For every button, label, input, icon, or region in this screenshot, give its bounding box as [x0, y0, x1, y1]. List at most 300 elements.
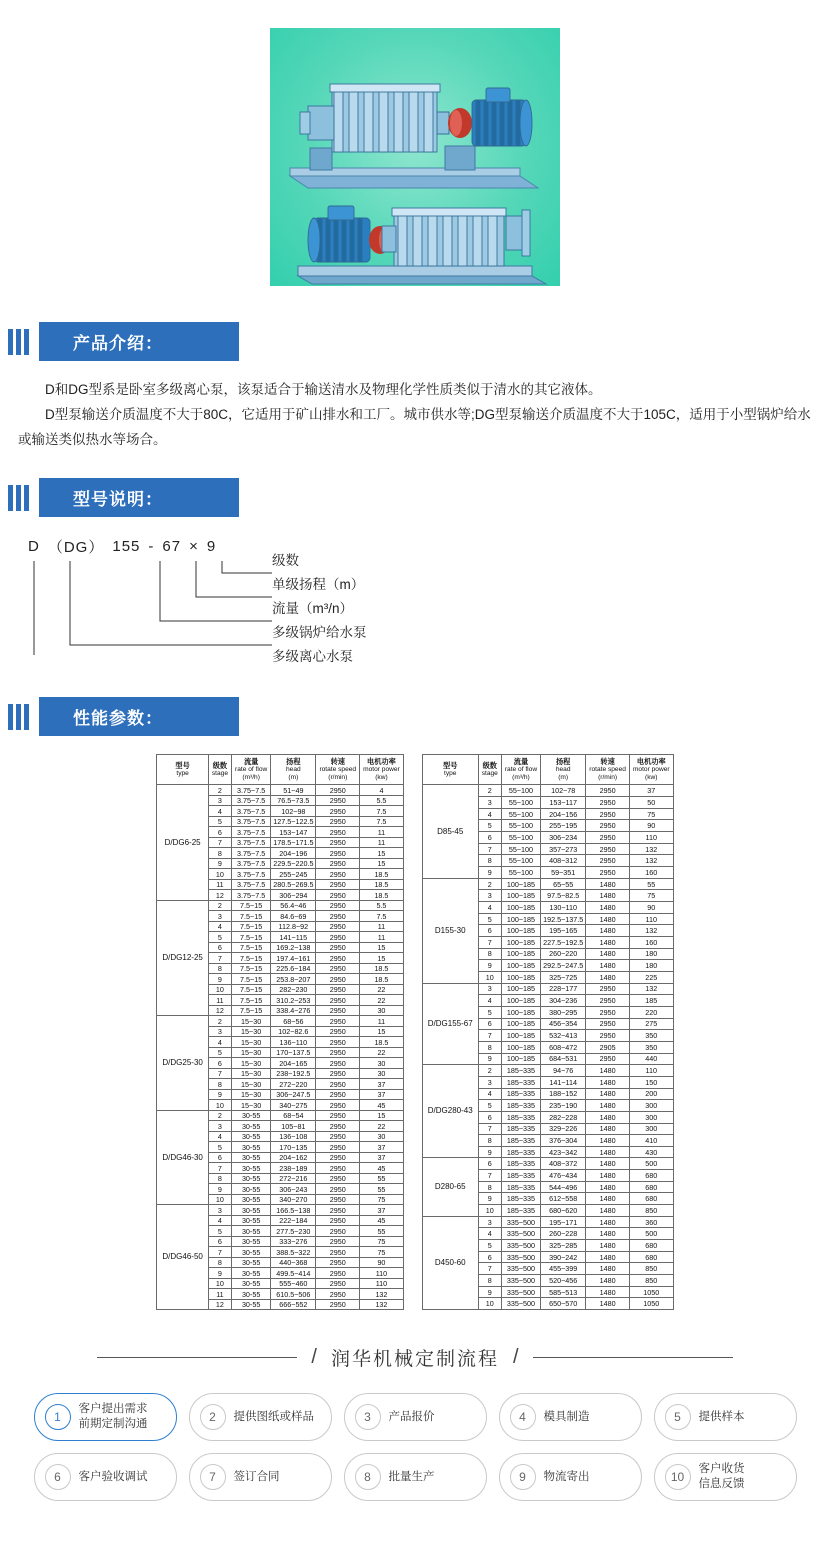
cell-speed: 2950 — [586, 843, 630, 855]
cell-head: 292.5~247.5 — [541, 960, 586, 972]
cell-speed: 2950 — [316, 1289, 360, 1300]
model-label-4: 多级离心水泵 — [272, 649, 353, 664]
cell-head: 170~137.5 — [271, 1047, 316, 1058]
flow-step-number: 4 — [510, 1404, 536, 1430]
cell-flow: 100~185 — [501, 983, 540, 995]
cell-power: 110 — [360, 1278, 404, 1289]
cell-head: 456~354 — [541, 1018, 586, 1030]
flow-step-6[interactable] — [34, 1453, 177, 1501]
cell-speed: 1480 — [586, 1123, 630, 1135]
cell-speed: 2950 — [316, 1037, 360, 1048]
cell-power: 18.5 — [360, 890, 404, 901]
hero-image-area — [0, 0, 830, 296]
cell-head: 260~228 — [541, 1228, 586, 1240]
cell-power: 55 — [360, 1184, 404, 1195]
cell-flow: 15~30 — [232, 1100, 271, 1111]
cell-stage: 5 — [208, 932, 231, 943]
cell-power: 220 — [629, 1006, 673, 1018]
cell-stage: 7 — [478, 937, 501, 949]
cell-flow: 335~500 — [501, 1251, 540, 1263]
flow-step-10[interactable] — [654, 1453, 797, 1501]
cell-speed: 2950 — [316, 1005, 360, 1016]
col-head-unit: (m) — [288, 774, 299, 782]
cell-speed: 2950 — [316, 1173, 360, 1184]
flow-step-2[interactable] — [189, 1393, 332, 1441]
cell-speed: 2950 — [586, 1030, 630, 1042]
model-code-diagram — [0, 535, 830, 664]
model-code-stage: 9 — [206, 537, 217, 555]
cell-stage: 9 — [478, 960, 501, 972]
flow-divider-left — [97, 1357, 297, 1358]
cell-head: 306~234 — [541, 832, 586, 844]
cell-model: D85-45 — [422, 785, 478, 878]
flow-step-4[interactable] — [499, 1393, 642, 1441]
cell-stage: 6 — [478, 1018, 501, 1030]
cell-head: 195~165 — [541, 925, 586, 937]
cell-flow: 30-55 — [232, 1131, 271, 1142]
flow-step-number: 3 — [355, 1404, 381, 1430]
cell-flow: 100~185 — [501, 971, 540, 983]
cell-head: 499.5~414 — [271, 1268, 316, 1279]
cell-head: 306~243 — [271, 1184, 316, 1195]
cell-head: 555~460 — [271, 1278, 316, 1289]
cell-head: 532~413 — [541, 1030, 586, 1042]
cell-flow: 3.75~7.5 — [232, 806, 271, 817]
col-flow-cn: 流量 — [513, 757, 529, 766]
model-label-list — [272, 549, 367, 669]
cell-power: 22 — [360, 984, 404, 995]
cell-stage: 7 — [478, 1123, 501, 1135]
cell-power: 7.5 — [360, 816, 404, 827]
cell-stage: 10 — [208, 1278, 231, 1289]
cell-speed: 2950 — [316, 1278, 360, 1289]
cell-flow: 3.75~7.5 — [232, 795, 271, 806]
col-head-cn: 扬程 — [555, 757, 571, 766]
cell-stage: 7 — [208, 1068, 231, 1079]
cell-power: 18.5 — [360, 879, 404, 890]
cell-flow: 185~335 — [501, 1100, 540, 1112]
cell-speed: 2950 — [316, 1226, 360, 1237]
cell-stage: 5 — [208, 1047, 231, 1058]
cell-stage: 9 — [208, 1268, 231, 1279]
cell-power: 37 — [629, 785, 673, 797]
table-row — [422, 785, 673, 797]
section-header-performance — [8, 697, 830, 736]
cell-stage: 9 — [208, 1089, 231, 1100]
cell-stage: 6 — [478, 832, 501, 844]
cell-stage: 9 — [478, 1053, 501, 1065]
cell-stage: 3 — [478, 890, 501, 902]
cell-speed: 1480 — [586, 925, 630, 937]
cell-power: 18.5 — [360, 869, 404, 880]
cell-flow: 7.5~15 — [232, 932, 271, 943]
col-speed — [316, 755, 360, 785]
cell-stage: 2 — [208, 1110, 231, 1121]
cell-power: 300 — [629, 1123, 673, 1135]
flow-step-label: 提供图纸或样品 — [233, 1410, 314, 1423]
cell-head: 272~220 — [271, 1079, 316, 1090]
flow-step-3[interactable] — [344, 1393, 487, 1441]
section-title-intro: 产品介绍： — [39, 322, 239, 361]
cell-flow: 55~100 — [501, 832, 540, 844]
cell-power: 37 — [360, 1205, 404, 1216]
cell-speed: 1480 — [586, 913, 630, 925]
cell-power: 7.5 — [360, 806, 404, 817]
cell-power: 110 — [360, 1268, 404, 1279]
cell-speed: 2950 — [316, 890, 360, 901]
performance-tables — [0, 754, 830, 1310]
col-type — [422, 755, 478, 785]
cell-model: D155-30 — [422, 878, 478, 983]
flow-step-number: 10 — [665, 1464, 691, 1490]
col-stage-cn: 级数 — [212, 761, 228, 771]
cell-head: 455~399 — [541, 1263, 586, 1275]
cell-stage: 7 — [478, 1170, 501, 1182]
section-bars-icon — [8, 329, 29, 355]
cell-model: D280-65 — [422, 1158, 478, 1216]
cell-stage: 6 — [208, 827, 231, 838]
cell-flow: 185~335 — [501, 1135, 540, 1147]
cell-speed: 2950 — [316, 795, 360, 806]
cell-stage: 10 — [478, 971, 501, 983]
cell-speed: 2950 — [316, 1026, 360, 1037]
flow-step-label: 签订合同 — [233, 1470, 280, 1483]
cell-flow: 185~335 — [501, 1193, 540, 1205]
cell-power: 15 — [360, 1026, 404, 1037]
cell-flow: 30-55 — [232, 1257, 271, 1268]
model-code-d: D — [28, 537, 40, 555]
cell-power: 90 — [629, 820, 673, 832]
table-row — [422, 878, 673, 890]
performance-table-right — [422, 754, 674, 1310]
cell-stage: 9 — [208, 1184, 231, 1195]
cell-head: 612~558 — [541, 1193, 586, 1205]
cell-stage: 8 — [208, 1257, 231, 1268]
cell-head: 153~117 — [541, 797, 586, 809]
cell-power: 180 — [629, 948, 673, 960]
cell-speed: 2950 — [316, 1068, 360, 1079]
cell-head: 253.8~207 — [271, 974, 316, 985]
cell-head: 170~135 — [271, 1142, 316, 1153]
model-label-2: 流量（m³/n） — [272, 601, 353, 616]
cell-power: 500 — [629, 1158, 673, 1170]
cell-speed: 2950 — [316, 963, 360, 974]
col-speed-en: rotate speed — [589, 766, 626, 773]
cell-power: 160 — [629, 867, 673, 879]
cell-speed: 2950 — [316, 785, 360, 796]
cell-model: D/DG6-25 — [157, 785, 208, 901]
cell-speed: 1480 — [586, 960, 630, 972]
cell-speed: 2950 — [316, 837, 360, 848]
cell-speed: 1480 — [586, 1286, 630, 1298]
cell-power: 360 — [629, 1216, 673, 1228]
cell-stage: 8 — [208, 848, 231, 859]
cell-speed: 1480 — [586, 1088, 630, 1100]
cell-flow: 185~335 — [501, 1123, 540, 1135]
cell-speed: 1480 — [586, 1158, 630, 1170]
flow-step-label: 模具制造 — [543, 1410, 590, 1423]
cell-speed: 1480 — [586, 1181, 630, 1193]
cell-flow: 7.5~15 — [232, 900, 271, 911]
cell-head: 272~216 — [271, 1173, 316, 1184]
cell-stage: 3 — [478, 1216, 501, 1228]
cell-flow: 30-55 — [232, 1226, 271, 1237]
flow-step-number: 7 — [200, 1464, 226, 1490]
cell-speed: 2905 — [586, 1041, 630, 1053]
cell-stage: 4 — [478, 995, 501, 1007]
cell-flow: 100~185 — [501, 878, 540, 890]
flow-step-5[interactable] — [654, 1393, 797, 1441]
cell-power: 75 — [360, 1247, 404, 1258]
flow-step-8[interactable] — [344, 1453, 487, 1501]
cell-flow: 100~185 — [501, 1006, 540, 1018]
cell-flow: 185~335 — [501, 1205, 540, 1217]
cell-head: 277.5~230 — [271, 1226, 316, 1237]
cell-power: 275 — [629, 1018, 673, 1030]
cell-speed: 2950 — [316, 900, 360, 911]
cell-head: 476~434 — [541, 1170, 586, 1182]
cell-speed: 1480 — [586, 1170, 630, 1182]
col-head — [541, 755, 586, 785]
cell-head: 169.2~138 — [271, 942, 316, 953]
cell-stage: 11 — [208, 1289, 231, 1300]
cell-head: 666~552 — [271, 1299, 316, 1310]
cell-power: 132 — [629, 855, 673, 867]
cell-stage: 3 — [208, 795, 231, 806]
cell-power: 18.5 — [360, 1037, 404, 1048]
cell-stage: 4 — [478, 902, 501, 914]
cell-head: 141~114 — [541, 1076, 586, 1088]
cell-speed: 2950 — [316, 1089, 360, 1100]
cell-head: 222~184 — [271, 1215, 316, 1226]
cell-flow: 30-55 — [232, 1278, 271, 1289]
col-flow — [501, 755, 540, 785]
cell-stage: 9 — [208, 858, 231, 869]
cell-head: 255~245 — [271, 869, 316, 880]
cell-stage: 8 — [478, 855, 501, 867]
flow-step-7[interactable] — [189, 1453, 332, 1501]
cell-head: 357~273 — [541, 843, 586, 855]
cell-stage: 8 — [478, 1181, 501, 1193]
cell-speed: 1480 — [586, 1135, 630, 1147]
cell-speed: 1480 — [586, 1111, 630, 1123]
cell-power: 90 — [629, 902, 673, 914]
cell-flow: 185~335 — [501, 1111, 540, 1123]
cell-flow: 3.75~7.5 — [232, 858, 271, 869]
cell-stage: 8 — [478, 1041, 501, 1053]
cell-speed: 1480 — [586, 1298, 630, 1310]
cell-speed: 2950 — [316, 827, 360, 838]
cell-head: 238~192.5 — [271, 1068, 316, 1079]
cell-head: 390~242 — [541, 1251, 586, 1263]
cell-speed: 2950 — [316, 921, 360, 932]
cell-power: 22 — [360, 995, 404, 1006]
cell-stage: 4 — [208, 1131, 231, 1142]
cell-head: 204~196 — [271, 848, 316, 859]
col-power-en: motor power — [363, 766, 400, 773]
model-code-head: 67 — [162, 537, 182, 555]
cell-stage: 5 — [478, 1100, 501, 1112]
cell-stage: 3 — [478, 983, 501, 995]
cell-speed: 2950 — [586, 867, 630, 879]
cell-head: 376~304 — [541, 1135, 586, 1147]
cell-stage: 4 — [208, 1037, 231, 1048]
cell-flow: 15~30 — [232, 1037, 271, 1048]
cell-speed: 2950 — [316, 806, 360, 817]
cell-head: 440~368 — [271, 1257, 316, 1268]
cell-stage: 10 — [478, 1205, 501, 1217]
cell-speed: 1480 — [586, 1216, 630, 1228]
cell-flow: 15~30 — [232, 1016, 271, 1027]
cell-speed: 2950 — [316, 1205, 360, 1216]
cell-model: D/DG46-50 — [157, 1205, 208, 1310]
cell-head: 102~82.6 — [271, 1026, 316, 1037]
model-code-dash: - — [148, 537, 155, 555]
cell-flow: 30-55 — [232, 1194, 271, 1205]
col-type-cn: 型号 — [443, 761, 458, 771]
cell-flow: 15~30 — [232, 1079, 271, 1090]
cell-head: 51~49 — [271, 785, 316, 796]
cell-stage: 4 — [208, 921, 231, 932]
cell-model: D/DG280-43 — [422, 1065, 478, 1158]
cell-head: 153~147 — [271, 827, 316, 838]
cell-head: 282~230 — [271, 984, 316, 995]
cell-head: 141~115 — [271, 932, 316, 943]
cell-stage: 9 — [478, 1193, 501, 1205]
cell-power: 15 — [360, 848, 404, 859]
cell-stage: 4 — [478, 1088, 501, 1100]
col-flow — [232, 755, 271, 785]
cell-stage: 6 — [208, 942, 231, 953]
cell-head: 304~236 — [541, 995, 586, 1007]
flow-step-9[interactable] — [499, 1453, 642, 1501]
cell-power: 850 — [629, 1205, 673, 1217]
cell-power: 132 — [629, 983, 673, 995]
cell-speed: 2950 — [586, 808, 630, 820]
cell-head: 228~177 — [541, 983, 586, 995]
flow-steps — [0, 1393, 830, 1501]
cell-flow: 100~185 — [501, 1018, 540, 1030]
col-power-unit: (kw) — [375, 774, 388, 782]
cell-power: 300 — [629, 1100, 673, 1112]
cell-stage: 6 — [478, 1111, 501, 1123]
cell-speed: 2950 — [316, 1142, 360, 1153]
cell-stage: 2 — [208, 1016, 231, 1027]
cell-speed: 2950 — [586, 1018, 630, 1030]
cell-flow: 3.75~7.5 — [232, 816, 271, 827]
col-speed — [586, 755, 630, 785]
cell-head: 178.5~171.5 — [271, 837, 316, 848]
cell-flow: 3.75~7.5 — [232, 848, 271, 859]
cell-stage: 11 — [208, 879, 231, 890]
cell-speed: 2950 — [316, 1163, 360, 1174]
col-flow-en: rate of flow — [504, 766, 538, 773]
cell-flow: 55~100 — [501, 855, 540, 867]
table-header-row — [157, 755, 403, 785]
cell-speed: 2950 — [316, 858, 360, 869]
cell-flow: 7.5~15 — [232, 974, 271, 985]
section-bars-icon — [8, 704, 29, 730]
col-head-unit: (m) — [558, 774, 569, 782]
col-power-unit: (kw) — [645, 774, 658, 782]
cell-head: 59~351 — [541, 867, 586, 879]
section-title-model: 型号说明： — [39, 478, 239, 517]
cell-flow: 7.5~15 — [232, 953, 271, 964]
cell-power: 500 — [629, 1228, 673, 1240]
cell-stage: 3 — [208, 1121, 231, 1132]
cell-flow: 3.75~7.5 — [232, 785, 271, 796]
cell-flow: 3.75~7.5 — [232, 879, 271, 890]
cell-stage: 8 — [478, 948, 501, 960]
flow-step-label: 客户提出需求 前期定制沟通 — [78, 1403, 148, 1431]
col-speed-cn: 转速 — [330, 757, 345, 766]
cell-power: 850 — [629, 1263, 673, 1275]
cell-stage: 10 — [208, 869, 231, 880]
cell-speed: 2950 — [586, 1006, 630, 1018]
cell-speed: 2950 — [316, 816, 360, 827]
model-label-3: 多级锅炉给水泵 — [272, 625, 367, 640]
cell-stage: 10 — [478, 1298, 501, 1310]
cell-stage: 6 — [208, 1236, 231, 1247]
cell-power: 11 — [360, 921, 404, 932]
cell-flow: 335~500 — [501, 1298, 540, 1310]
cell-power: 37 — [360, 1142, 404, 1153]
cell-power: 30 — [360, 1068, 404, 1079]
table-row — [422, 1216, 673, 1228]
col-type-en: type — [176, 770, 189, 778]
col-stage — [208, 755, 231, 785]
cell-stage: 12 — [208, 890, 231, 901]
cell-flow: 335~500 — [501, 1275, 540, 1287]
col-type — [157, 755, 208, 785]
cell-power: 37 — [360, 1079, 404, 1090]
col-speed-unit: (r/min) — [328, 774, 348, 782]
cell-speed: 1480 — [586, 937, 630, 949]
cell-stage: 9 — [478, 1146, 501, 1158]
table-row — [157, 900, 403, 911]
flow-step-1[interactable] — [34, 1393, 177, 1441]
col-power-cn: 电机功率 — [636, 757, 666, 766]
cell-flow: 15~30 — [232, 1089, 271, 1100]
cell-power: 680 — [629, 1181, 673, 1193]
cell-stage: 8 — [478, 1275, 501, 1287]
cell-stage: 10 — [208, 1100, 231, 1111]
cell-flow: 30-55 — [232, 1289, 271, 1300]
cell-flow: 335~500 — [501, 1240, 540, 1252]
cell-speed: 2950 — [316, 1100, 360, 1111]
cell-model: D/DG155-67 — [422, 983, 478, 1065]
cell-power: 132 — [360, 1299, 404, 1310]
cell-head: 97.5~82.5 — [541, 890, 586, 902]
cell-power: 50 — [629, 797, 673, 809]
cell-stage: 7 — [478, 1263, 501, 1275]
cell-flow: 55~100 — [501, 843, 540, 855]
table-row — [157, 1205, 403, 1216]
cell-head: 325~285 — [541, 1240, 586, 1252]
cell-power: 132 — [629, 925, 673, 937]
cell-speed: 2950 — [316, 932, 360, 943]
cell-model: D/DG12-25 — [157, 900, 208, 1016]
cell-flow: 30-55 — [232, 1299, 271, 1310]
col-stage — [478, 755, 501, 785]
table-row — [422, 1065, 673, 1077]
cell-speed: 2950 — [316, 984, 360, 995]
model-code-times: × — [189, 537, 199, 555]
cell-stage: 8 — [208, 963, 231, 974]
cell-stage: 4 — [208, 806, 231, 817]
cell-stage: 3 — [208, 1026, 231, 1037]
cell-power: 680 — [629, 1170, 673, 1182]
